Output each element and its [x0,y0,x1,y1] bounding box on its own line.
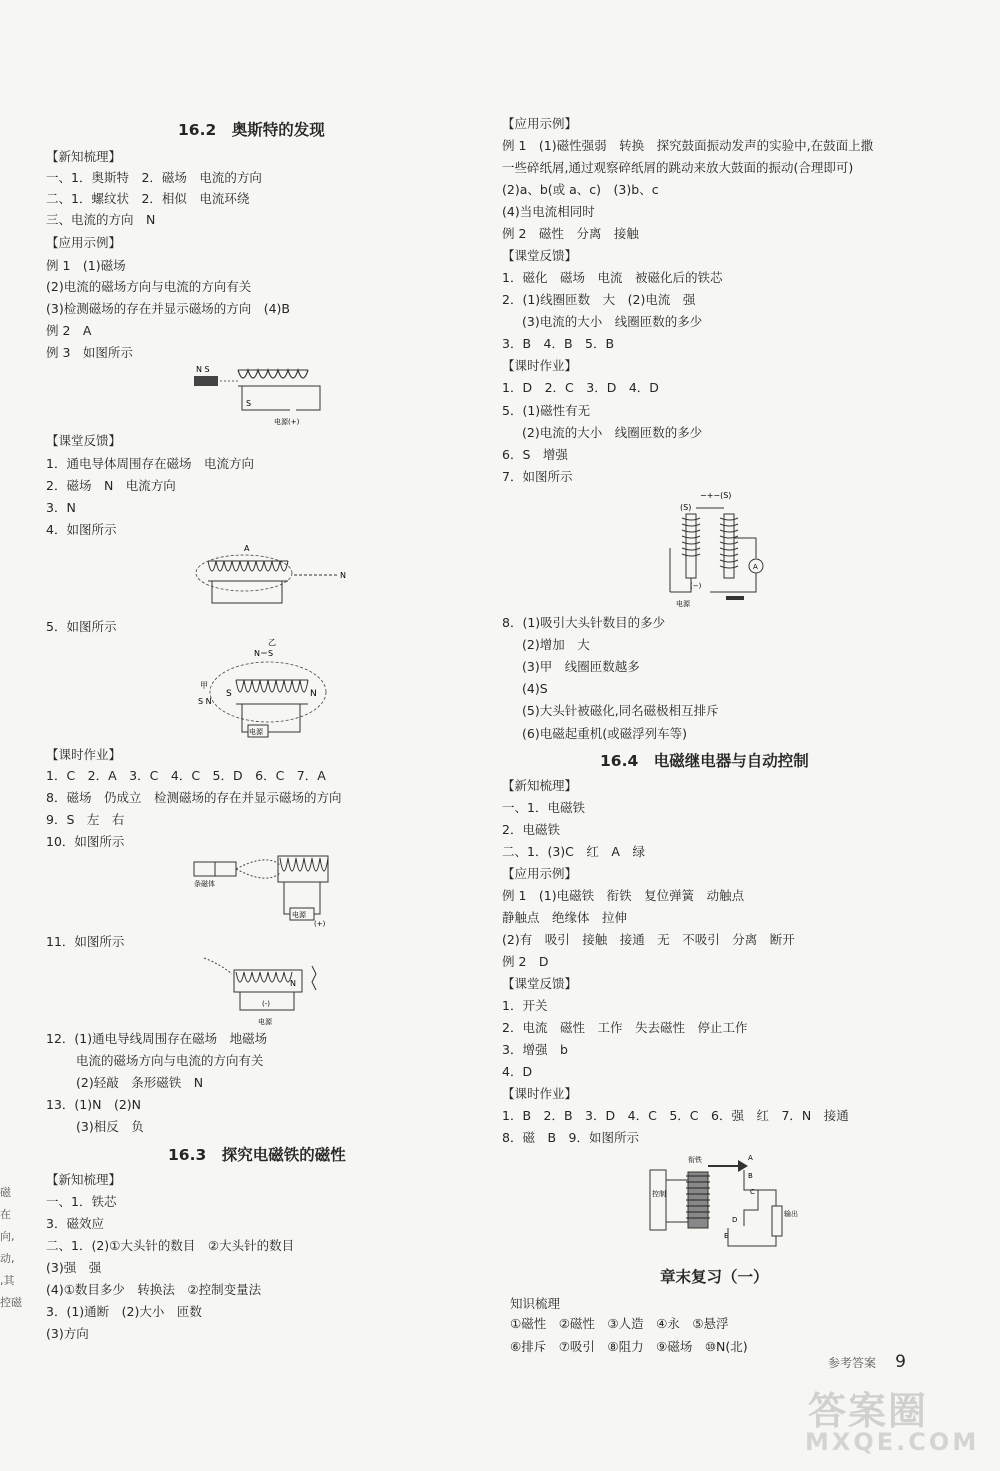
figure-magnet-solenoid-4 [190,852,340,928]
answer-line: 2．(1)线圈匝数 大 (2)电流 强 [502,292,696,307]
answer-line: 电流的磁场方向与电流的方向有关 [76,1053,264,1068]
answer-line: 13．(1)N (2)N [46,1097,142,1112]
fig7-iron: 衔铁 [688,1156,702,1164]
fig3-top2: N＝S [254,649,274,658]
footer-label: 参考答案 [828,1356,877,1370]
answer-line: 4．如图所示 [46,522,117,537]
heading-line: 【应用示例】 [502,866,578,881]
heading-line: 【应用示例】 [46,235,122,250]
page-footer [828,1352,906,1372]
fig5-source: 电源 [258,1018,272,1026]
answer-line: 例 2 磁性 分离 接触 [502,226,639,241]
answer-line: 二、1．(3)C 红 A 绿 [502,844,645,859]
answer-line: 3．N [46,500,76,515]
section-title-16-4: 16.4 电磁继电器与自动控制 [600,752,809,770]
answer-line: 9．S 左 右 [46,812,125,827]
fig5-minus: (-) [262,1000,270,1008]
margin-fragment: 动, [0,1252,15,1265]
section-title-16-2: 16.2 奥斯特的发现 [178,121,325,139]
answer-line: (5)大头针被磁化,同名磁极相互排斥 [522,703,719,718]
fig7-b: B [748,1172,753,1180]
figure-solenoid-circuit-1 [190,362,340,430]
answer-line: (2)增加 大 [522,637,590,652]
fig5-n: N [290,979,296,988]
answer-line: ①磁性 ②磁性 ③人造 ④永 ⑤悬浮 [510,1316,729,1331]
answer-line: 4．D [502,1064,533,1079]
ns-label: N S [196,365,210,374]
answer-line: 5．如图所示 [46,619,117,634]
figure-solenoid-field-2 [192,541,372,611]
margin-fragment: 向, [0,1230,15,1243]
answer-line: 例 1 (1)磁场 [46,258,126,273]
answer-line: (3)强 强 [46,1260,102,1275]
answer-line: (4)①数目多少 转换法 ②控制变量法 [46,1282,262,1297]
answer-line: 12．(1)通电导线周围存在磁场 地磁场 [46,1031,268,1046]
answer-line: 3．B 4．B 5．B [502,336,615,351]
answer-line: 5．(1)磁性有无 [502,403,591,418]
source-label: 电源(+) [274,418,300,426]
answer-line: (3)电流的大小 线圈匝数的多少 [522,314,703,329]
answer-line: (6)电磁起重机(或磁浮列车等) [522,726,687,741]
answer-line: 8．(1)吸引大头针数目的多少 [502,615,666,630]
heading-line: 【应用示例】 [502,116,578,131]
answer-line: (2)有 吸引 接触 接通 无 不吸引 分离 断开 [502,932,795,947]
heading-line: 【课堂反馈】 [502,976,578,991]
fig7-d: D [732,1216,738,1224]
answer-line: (4)S [522,681,548,696]
answer-line: 一、1．奥斯特 2．磁场 电流的方向 [46,170,262,185]
page-number: 9 [895,1352,906,1372]
fig3-left: 甲 [200,681,208,690]
section-title-16-3: 16.3 探究电磁铁的磁性 [168,1146,346,1164]
a-label: A [244,544,250,553]
watermark-url: MXQE.COM [805,1428,980,1456]
heading-line: 知识梳理 [510,1296,561,1311]
fig6-s: (S) [680,503,692,512]
fig3-left2: S N [198,697,212,706]
answer-line: 7．如图所示 [502,469,573,484]
answer-line: 二、1．(2)①大头针的数目 ②大头针的数目 [46,1238,295,1253]
answer-line: 3．(1)通断 (2)大小 匝数 [46,1304,202,1319]
fig6-source: 电源 [676,600,690,608]
answer-line: ⑥排斥 ⑦吸引 ⑧阻力 ⑨磁场 ⑩N(北) [510,1339,748,1354]
fig7-c: C [750,1188,755,1196]
heading-line: 【新知梳理】 [46,149,122,164]
fig7-a: A [748,1154,753,1162]
fig3-s: S [226,689,232,699]
answer-line: 8．磁 B 9．如图所示 [502,1130,639,1145]
heading-line: 【新知梳理】 [502,778,578,793]
heading-line: 【课堂反馈】 [46,433,122,448]
fig3-n: N [310,689,317,699]
watermark-logo: 答案圈 [808,1389,929,1433]
answer-line: 一些碎纸屑,通过观察碎纸屑的跳动来放大鼓面的振动(合理即可) [502,160,854,175]
margin-fragment: 磁 [0,1186,11,1199]
figure-two-electromagnets-6 [660,488,780,612]
answer-line: 二、1．螺纹状 2．相似 电流环绕 [46,191,250,206]
answer-line: (3)方向 [46,1326,89,1341]
fig3-source: 电源 [249,728,263,736]
section-title-review: 章末复习（一） [660,1268,769,1286]
answer-line: 三、电流的方向 N [46,212,156,227]
figure-compass-solenoid-3 [196,636,336,744]
answer-line: 例 2 D [502,954,549,969]
answer-line: 一、1．铁芯 [46,1194,117,1209]
answer-line: 8．磁场 仍成立 检测磁场的存在并显示磁场的方向 [46,790,342,805]
fig4-magnet: 条磁体 [194,880,215,888]
heading-line: 【课时作业】 [502,358,578,373]
fig4-source: 电源 [292,911,306,919]
answer-line: 例 1 (1)电磁铁 衔铁 复位弹簧 动触点 [502,888,745,903]
heading-line: 【课时作业】 [46,747,122,762]
answer-line: 1．开关 [502,998,548,1013]
needle-n-label: N [340,571,346,580]
answer-line: 静触点 绝缘体 拉伸 [502,910,628,925]
answer-line: (3)甲 线圈匝数越多 [522,659,640,674]
answer-line: 11．如图所示 [46,934,125,949]
switch-label: S [246,399,252,408]
answer-line: 例 3 如图所示 [46,345,133,360]
margin-fragment: 在 [0,1208,11,1221]
answer-line: 1．C 2．A 3．C 4．C 5．D 6．C 7．A [46,768,326,783]
answer-line: 3．增强 b [502,1042,568,1057]
figure-solenoid-5 [200,952,330,1028]
fig7-right: 输出 [784,1210,798,1218]
answer-line: (4)当电流相同时 [502,204,595,219]
answer-line: (2)轻敲 条形磁铁 N [76,1075,204,1090]
fig4-plus: (+) [314,920,326,928]
answer-line: 2．电流 磁性 工作 失去磁性 停止工作 [502,1020,748,1035]
answer-line: 1．磁化 磁场 电流 被磁化后的铁芯 [502,270,723,285]
answer-line: 2．磁场 N 电流方向 [46,478,176,493]
answer-line: 1．B 2．B 3．D 4．C 5．C 6．强 红 7．N 接通 [502,1108,849,1123]
answer-line: 一、1．电磁铁 [502,800,585,815]
margin-fragment: 控磁 [0,1296,22,1309]
answer-line: 3．磁效应 [46,1216,104,1231]
answer-line: 1．D 2．C 3．D 4．D [502,380,659,395]
answer-line: (2)电流的大小 线圈匝数的多少 [522,425,703,440]
answer-line: 6．S 增强 [502,447,568,462]
answer-line: 2．电磁铁 [502,822,560,837]
heading-line: 【新知梳理】 [46,1172,122,1187]
answer-line: 1．通电导体周围存在磁场 电流方向 [46,456,254,471]
margin-fragment: ,其 [0,1274,15,1287]
answer-line: 例 2 A [46,323,92,338]
fig6-minus: (−) [690,582,702,590]
heading-line: 【课堂反馈】 [502,248,578,263]
answer-line: (2)电流的磁场方向与电流的方向有关 [46,279,252,294]
fig6-ammeter: A [753,563,758,571]
figure-relay-circuit-9 [648,1150,798,1256]
answer-line: (3)相反 负 [76,1119,144,1134]
fig3-top1: 乙 [268,638,276,647]
fig7-left: 控制 [652,1190,666,1198]
heading-line: 【课时作业】 [502,1086,578,1101]
answer-line: (3)检测磁场的存在并显示磁场的方向 (4)B [46,301,290,316]
answer-line: 10．如图所示 [46,834,125,849]
fig6-top: −+−(S) [700,491,732,500]
fig7-e: E [724,1232,729,1240]
answer-line: (2)a、b(或 a、c) (3)b、c [502,182,659,197]
answer-line: 例 1 (1)磁性强弱 转换 探究鼓面振动发声的实验中,在鼓面上撒 [502,138,874,153]
